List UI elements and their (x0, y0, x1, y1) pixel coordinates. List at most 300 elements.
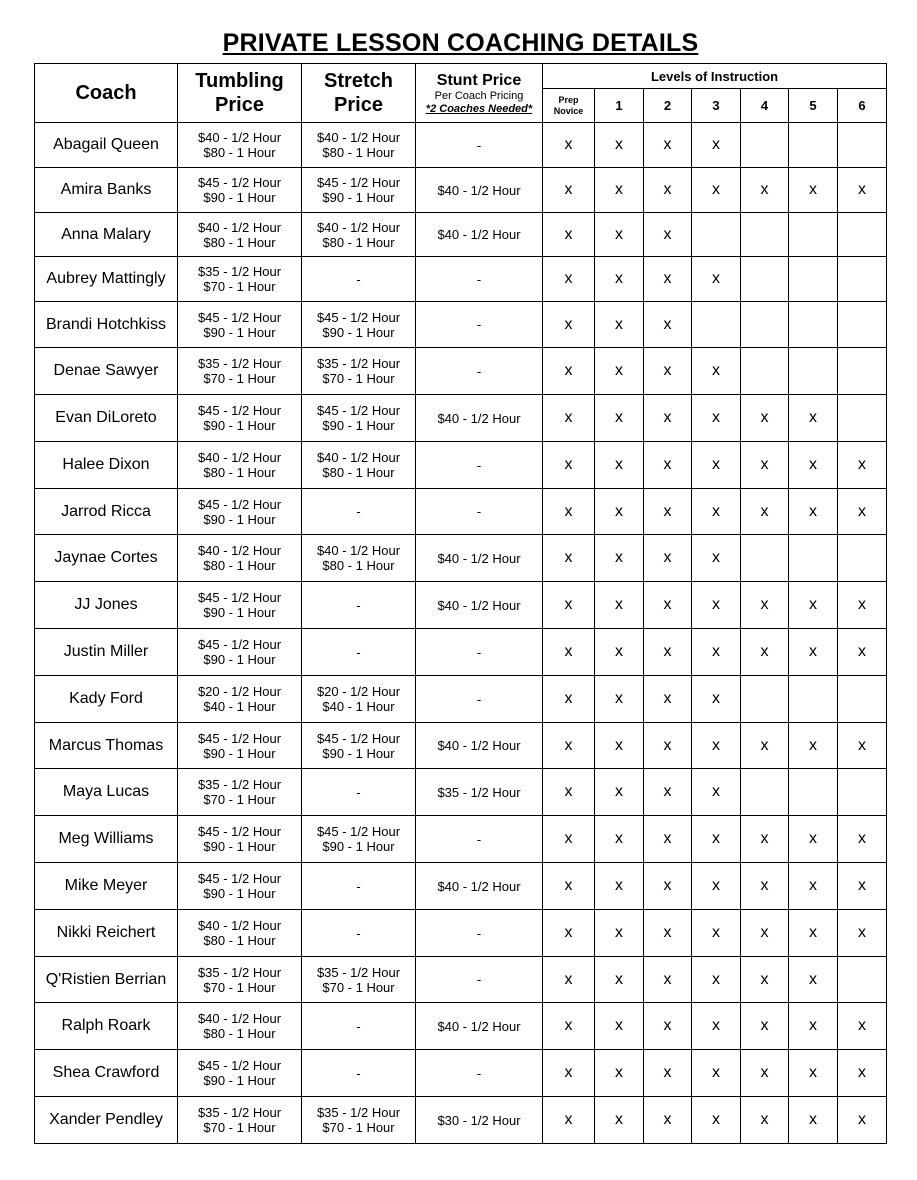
header-stunt-sub: Per Coach Pricing (434, 89, 524, 102)
tumbling-price-cell (178, 1050, 302, 1097)
stretch-price-line: $40 - 1/2 Hour (316, 450, 401, 465)
level-mark: x (615, 830, 623, 847)
tumbling-price-line: $90 - 1 Hour (203, 652, 276, 667)
level-4-cell (741, 489, 789, 535)
level-1-cell (595, 582, 644, 629)
coach-name: Nikki Reichert (56, 924, 156, 941)
stretch-price-line: $70 - 1 Hour (322, 1120, 395, 1135)
stretch-price-cell (302, 582, 416, 629)
table-row (35, 442, 887, 489)
coach-name: Mike Meyer (64, 877, 148, 894)
coach-name: Marcus Thomas (48, 736, 164, 754)
stunt-price: - (476, 317, 482, 332)
level-mark: x (663, 315, 672, 333)
tumbling-price-line: $80 - 1 Hour (203, 234, 276, 250)
stretch-price-cell (302, 629, 416, 676)
level-mark: x (858, 1111, 867, 1128)
stretch-price-cell (302, 723, 416, 769)
level-3-cell (692, 442, 741, 489)
level-mark: x (663, 736, 672, 754)
level-6-cell (838, 582, 887, 629)
stretch-price-line: $80 - 1 Hour (322, 465, 395, 480)
level-mark: x (615, 1064, 623, 1081)
tumbling-price-line: $40 - 1/2 Hour (197, 918, 282, 933)
coach-name-cell (35, 168, 178, 213)
level-6-cell (838, 1050, 887, 1097)
level-prep-cell (543, 863, 595, 910)
level-mark: x (858, 924, 867, 941)
level-prep-cell (543, 816, 595, 863)
level-prep-cell (543, 1050, 595, 1097)
tumbling-price-line: $40 - 1/2 Hour (197, 450, 282, 465)
stretch-price-line: - (356, 925, 361, 941)
header-stunt-note: *2 Coaches Needed* (425, 102, 533, 115)
level-4-cell (741, 1097, 789, 1144)
level-1-cell (595, 123, 644, 168)
stretch-price-line: - (356, 644, 361, 660)
table-body (35, 123, 887, 1144)
level-mark: x (760, 830, 769, 847)
level-prep-cell (543, 168, 595, 213)
coach-name-cell (35, 863, 178, 910)
coach-name: Ralph Roark (61, 1017, 151, 1034)
coach-name-cell (35, 582, 178, 629)
coach-name-cell (35, 489, 178, 535)
coach-name: Anna Malary (61, 225, 151, 243)
tumbling-price-line: $90 - 1 Hour (203, 605, 276, 620)
header-stretch-price (302, 64, 416, 123)
level-mark: x (663, 270, 672, 287)
table-row (35, 1097, 887, 1144)
tumbling-price-line: $70 - 1 Hour (203, 1120, 276, 1135)
level-1-cell (595, 442, 644, 489)
stunt-price-cell (416, 442, 543, 489)
level-mark: x (564, 643, 573, 660)
stretch-price-line: $80 - 1 Hour (322, 145, 395, 160)
tumbling-price-line: $45 - 1/2 Hour (197, 496, 282, 512)
stunt-price-cell (416, 582, 543, 629)
coach-name-cell (35, 629, 178, 676)
level-5-cell (789, 1003, 838, 1050)
level-prep-cell (543, 123, 595, 168)
level-mark: x (809, 830, 817, 847)
level-5-cell (789, 395, 838, 442)
stunt-price-cell (416, 769, 543, 816)
level-mark: x (615, 643, 623, 660)
level-mark: x (809, 1111, 817, 1128)
level-mark: x (663, 830, 672, 847)
level-5-cell (789, 676, 838, 723)
level-mark: x (615, 315, 623, 333)
level-mark: x (564, 1017, 573, 1034)
coach-name-cell (35, 1050, 178, 1097)
level-mark: x (712, 830, 720, 847)
stretch-price-line: $90 - 1 Hour (322, 324, 395, 340)
tumbling-price-cell (178, 1003, 302, 1050)
level-3-cell (692, 769, 741, 816)
level-mark: x (564, 225, 573, 243)
level-4-cell (741, 302, 789, 348)
level-mark: x (615, 736, 623, 754)
coach-name: Amira Banks (60, 181, 152, 198)
stunt-price-cell (416, 1003, 543, 1050)
stunt-price: - (476, 137, 482, 153)
level-mark: x (564, 1111, 573, 1128)
coach-name-cell (35, 769, 178, 816)
coach-name-cell (35, 257, 178, 302)
tumbling-price-line: $40 - 1 Hour (203, 699, 276, 714)
stretch-price-cell (302, 676, 416, 723)
level-3-cell (692, 816, 741, 863)
level-5-cell (789, 213, 838, 257)
level-mark: x (663, 136, 672, 153)
level-4-cell (741, 863, 789, 910)
level-mark: x (615, 783, 623, 800)
stretch-price-line: $40 - 1 Hour (322, 699, 395, 714)
stretch-price-line: - (356, 1018, 361, 1034)
table-row (35, 1050, 887, 1097)
coach-name: Justin Miller (63, 643, 149, 660)
level-6-cell (838, 442, 887, 489)
level-mark: x (663, 924, 672, 941)
level-3-cell (692, 257, 741, 302)
level-6-cell (838, 395, 887, 442)
stretch-price-line: $45 - 1/2 Hour (316, 309, 401, 325)
coach-name-cell (35, 910, 178, 957)
coach-name-cell (35, 1097, 178, 1144)
level-5-cell (789, 816, 838, 863)
level-mark: x (712, 643, 720, 660)
level-6-cell (838, 957, 887, 1003)
level-mark: x (712, 1017, 720, 1034)
level-6-cell (838, 816, 887, 863)
tumbling-price-line: $45 - 1/2 Hour (197, 824, 282, 839)
stunt-price-cell (416, 676, 543, 723)
tumbling-price-cell (178, 816, 302, 863)
level-mark: x (760, 1111, 769, 1128)
level-6-cell (838, 302, 887, 348)
table-row (35, 816, 887, 863)
level-mark: x (760, 643, 769, 660)
level-prep-cell (543, 1097, 595, 1144)
tumbling-price-cell (178, 582, 302, 629)
level-4-cell (741, 769, 789, 816)
level-mark: x (712, 362, 720, 379)
level-4-cell (741, 1003, 789, 1050)
stunt-price-cell (416, 489, 543, 535)
level-mark: x (712, 549, 720, 566)
coach-name: Q'Ristien Berrian (45, 970, 167, 988)
level-1-cell (595, 302, 644, 348)
stretch-price-line: $40 - 1/2 Hour (316, 543, 401, 558)
stunt-price-cell (416, 910, 543, 957)
stunt-price: - (476, 831, 482, 847)
level-3-cell (692, 1050, 741, 1097)
stunt-price: - (476, 925, 482, 941)
stunt-price: $35 - 1/2 Hour (437, 784, 521, 800)
level-4-cell (741, 257, 789, 302)
stretch-price-line: $20 - 1/2 Hour (316, 684, 401, 699)
level-4-cell (741, 629, 789, 676)
level-mark: x (809, 924, 817, 941)
level-mark: x (858, 456, 867, 473)
level-mark: x (615, 225, 623, 243)
tumbling-price-cell (178, 723, 302, 769)
coach-name-cell (35, 123, 178, 168)
level-4-cell (741, 168, 789, 213)
stunt-price: $40 - 1/2 Hour (437, 410, 521, 426)
stretch-price-cell (302, 213, 416, 257)
level-2-cell (644, 442, 692, 489)
level-5-cell (789, 489, 838, 535)
stretch-price-line: - (356, 271, 361, 287)
stunt-price-cell (416, 816, 543, 863)
level-2-cell (644, 629, 692, 676)
tumbling-price-cell (178, 213, 302, 257)
coach-name-cell (35, 676, 178, 723)
level-6-cell (838, 1003, 887, 1050)
level-1-cell (595, 1097, 644, 1144)
level-6-cell (838, 257, 887, 302)
table-row (35, 910, 887, 957)
level-5-cell (789, 302, 838, 348)
stunt-price: - (476, 691, 482, 707)
header-level-3: 3 (692, 89, 741, 123)
coach-name-cell (35, 213, 178, 257)
tumbling-price-line: $80 - 1 Hour (203, 145, 276, 160)
level-prep-cell (543, 257, 595, 302)
level-mark: x (564, 315, 573, 333)
level-4-cell (741, 816, 789, 863)
table-row (35, 302, 887, 348)
header-levels: Levels of Instruction (543, 64, 887, 89)
level-2-cell (644, 213, 692, 257)
level-mark: x (760, 502, 769, 520)
stretch-price-cell (302, 535, 416, 582)
level-3-cell (692, 489, 741, 535)
level-mark: x (615, 136, 623, 153)
stretch-price-line: $90 - 1 Hour (322, 745, 395, 761)
coach-name: JJ Jones (74, 596, 138, 613)
level-3-cell (692, 535, 741, 582)
coach-name-cell (35, 816, 178, 863)
level-mark: x (760, 1017, 769, 1034)
stunt-price: $40 - 1/2 Hour (437, 878, 521, 894)
level-mark: x (712, 924, 720, 941)
tumbling-price-line: $45 - 1/2 Hour (197, 403, 282, 418)
header-stretch-line1: Stretch (324, 70, 393, 92)
level-4-cell (741, 348, 789, 395)
level-prep-cell (543, 213, 595, 257)
coach-name-cell (35, 535, 178, 582)
level-5-cell (789, 1050, 838, 1097)
level-mark: x (809, 181, 817, 198)
level-6-cell (838, 723, 887, 769)
stretch-price-cell (302, 302, 416, 348)
level-prep-cell (543, 769, 595, 816)
tumbling-price-cell (178, 442, 302, 489)
table-row (35, 168, 887, 213)
coach-name: Halee Dixon (62, 456, 150, 473)
level-prep-cell (543, 629, 595, 676)
level-2-cell (644, 676, 692, 723)
level-prep-cell (543, 489, 595, 535)
tumbling-price-cell (178, 168, 302, 213)
tumbling-price-line: $35 - 1/2 Hour (197, 356, 282, 371)
level-3-cell (692, 123, 741, 168)
stretch-price-line: $45 - 1/2 Hour (316, 403, 401, 418)
level-mark: x (564, 409, 573, 426)
tumbling-price-cell (178, 257, 302, 302)
coach-name-cell (35, 348, 178, 395)
level-mark: x (663, 1064, 672, 1081)
coach-name: Jarrod Ricca (61, 502, 151, 520)
tumbling-price-cell (178, 302, 302, 348)
level-1-cell (595, 957, 644, 1003)
tumbling-price-cell (178, 769, 302, 816)
stretch-price-cell (302, 1003, 416, 1050)
level-mark: x (858, 1017, 867, 1034)
header-stunt-title: Stunt Price (436, 71, 522, 89)
stretch-price-line: $80 - 1 Hour (322, 234, 395, 250)
level-mark: x (564, 690, 573, 707)
stretch-price-cell (302, 123, 416, 168)
coach-name-cell (35, 723, 178, 769)
level-mark: x (564, 549, 573, 566)
stunt-price: $40 - 1/2 Hour (437, 227, 521, 242)
stretch-price-line: $45 - 1/2 Hour (316, 730, 401, 746)
level-mark: x (809, 877, 817, 894)
level-3-cell (692, 957, 741, 1003)
stretch-price-line: - (356, 1065, 361, 1081)
level-1-cell (595, 910, 644, 957)
level-mark: x (712, 783, 720, 800)
tumbling-price-cell (178, 1097, 302, 1144)
coach-name: Jaynae Cortes (54, 549, 158, 566)
level-mark: x (663, 596, 672, 613)
stretch-price-cell (302, 1050, 416, 1097)
level-mark: x (712, 1064, 720, 1081)
stunt-price: - (476, 972, 482, 987)
level-mark: x (615, 181, 623, 198)
level-4-cell (741, 442, 789, 489)
level-6-cell (838, 168, 887, 213)
stunt-price: $40 - 1/2 Hour (437, 1018, 521, 1034)
stretch-price-line: $45 - 1/2 Hour (316, 824, 401, 839)
level-5-cell (789, 168, 838, 213)
coach-name: Xander Pendley (49, 1111, 163, 1128)
level-3-cell (692, 395, 741, 442)
level-6-cell (838, 769, 887, 816)
level-5-cell (789, 257, 838, 302)
stretch-price-line: $70 - 1 Hour (322, 371, 395, 386)
level-mark: x (564, 362, 573, 379)
level-mark: x (663, 877, 672, 894)
page-title: PRIVATE LESSON COACHING DETAILS (222, 29, 699, 57)
level-mark: x (564, 1064, 573, 1081)
level-mark: x (615, 549, 623, 566)
level-mark: x (663, 456, 672, 473)
level-3-cell (692, 629, 741, 676)
level-1-cell (595, 168, 644, 213)
tumbling-price-line: $90 - 1 Hour (203, 839, 276, 854)
tumbling-price-line: $35 - 1/2 Hour (197, 777, 282, 792)
level-4-cell (741, 213, 789, 257)
level-mark: x (712, 136, 720, 153)
stretch-price-line: $40 - 1/2 Hour (316, 219, 401, 235)
stunt-price: $40 - 1/2 Hour (437, 738, 521, 753)
level-6-cell (838, 676, 887, 723)
level-4-cell (741, 395, 789, 442)
stretch-price-cell (302, 348, 416, 395)
stretch-price-cell (302, 1097, 416, 1144)
header-coach: Coach (35, 64, 178, 123)
level-2-cell (644, 1003, 692, 1050)
level-prep-cell (543, 1003, 595, 1050)
level-mark: x (809, 1017, 817, 1034)
level-mark: x (615, 924, 623, 941)
level-mark: x (615, 409, 623, 426)
tumbling-price-cell (178, 489, 302, 535)
level-prep-cell (543, 582, 595, 629)
level-5-cell (789, 535, 838, 582)
tumbling-price-cell (178, 676, 302, 723)
table-row (35, 629, 887, 676)
level-2-cell (644, 302, 692, 348)
level-1-cell (595, 257, 644, 302)
tumbling-price-line: $90 - 1 Hour (203, 1073, 276, 1088)
stretch-price-line: $80 - 1 Hour (322, 558, 395, 573)
level-4-cell (741, 723, 789, 769)
header-prep-line2: Novice (553, 105, 584, 116)
level-mark: x (663, 643, 672, 660)
stunt-price: $40 - 1/2 Hour (437, 182, 521, 198)
level-4-cell (741, 123, 789, 168)
header-level-6: 6 (838, 89, 887, 123)
level-6-cell (838, 213, 887, 257)
header-tumbling-line1: Tumbling (195, 70, 284, 92)
stretch-price-line: $35 - 1/2 Hour (316, 964, 401, 980)
stunt-price: - (476, 457, 482, 473)
table-row (35, 863, 887, 910)
level-6-cell (838, 863, 887, 910)
tumbling-price-line: $80 - 1 Hour (203, 1026, 276, 1041)
tumbling-price-line: $70 - 1 Hour (203, 792, 276, 807)
header-tumbling-price (178, 64, 302, 123)
level-5-cell (789, 910, 838, 957)
level-1-cell (595, 213, 644, 257)
stretch-price-cell (302, 769, 416, 816)
stretch-price-line: $90 - 1 Hour (322, 418, 395, 433)
level-mark: x (564, 502, 573, 520)
level-prep-cell (543, 348, 595, 395)
level-mark: x (564, 877, 573, 894)
stunt-price-cell (416, 213, 543, 257)
level-5-cell (789, 582, 838, 629)
level-mark: x (760, 456, 769, 473)
level-4-cell (741, 910, 789, 957)
coach-name: Maya Lucas (62, 783, 150, 800)
level-5-cell (789, 863, 838, 910)
stunt-price-cell (416, 723, 543, 769)
tumbling-price-cell (178, 910, 302, 957)
level-mark: x (712, 181, 720, 198)
tumbling-price-line: $35 - 1/2 Hour (197, 1105, 282, 1120)
tumbling-price-cell (178, 535, 302, 582)
stunt-price: - (476, 1065, 482, 1081)
table-row (35, 676, 887, 723)
stretch-price-cell (302, 489, 416, 535)
